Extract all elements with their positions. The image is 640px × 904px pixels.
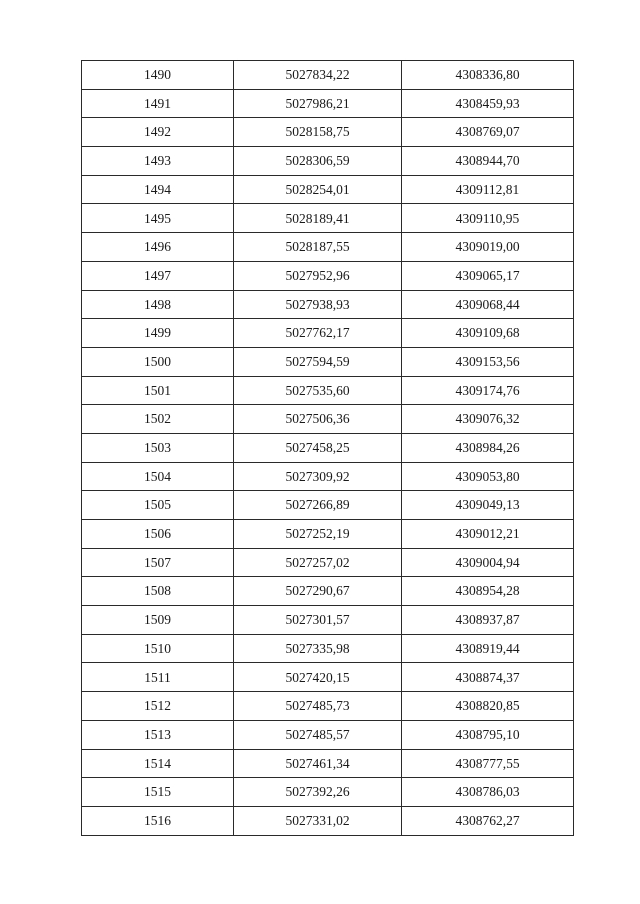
y-coordinate-cell: 4309053,80	[402, 462, 574, 491]
point-number-cell: 1501	[82, 376, 234, 405]
x-coordinate-cell: 5027506,36	[234, 405, 402, 434]
y-coordinate-cell: 4309065,17	[402, 261, 574, 290]
point-number-cell: 1498	[82, 290, 234, 319]
point-number-cell: 1504	[82, 462, 234, 491]
point-number-cell: 1506	[82, 520, 234, 549]
x-coordinate-cell: 5027535,60	[234, 376, 402, 405]
y-coordinate-cell: 4308459,93	[402, 89, 574, 118]
coordinates-table	[81, 60, 574, 836]
x-coordinate-cell: 5027938,93	[234, 290, 402, 319]
y-coordinate-cell: 4309174,76	[402, 376, 574, 405]
table-row	[82, 749, 574, 778]
x-coordinate-cell: 5028187,55	[234, 233, 402, 262]
y-coordinate-cell: 4308786,03	[402, 778, 574, 807]
y-coordinate-cell: 4308336,80	[402, 61, 574, 90]
table-row	[82, 147, 574, 176]
point-number-cell: 1496	[82, 233, 234, 262]
y-coordinate-cell: 4308769,07	[402, 118, 574, 147]
x-coordinate-cell: 5028189,41	[234, 204, 402, 233]
y-coordinate-cell: 4308944,70	[402, 147, 574, 176]
table-row	[82, 634, 574, 663]
x-coordinate-cell: 5027485,57	[234, 720, 402, 749]
table-row	[82, 491, 574, 520]
y-coordinate-cell: 4308937,87	[402, 606, 574, 635]
point-number-cell: 1491	[82, 89, 234, 118]
x-coordinate-cell: 5027461,34	[234, 749, 402, 778]
x-coordinate-cell: 5027301,57	[234, 606, 402, 635]
x-coordinate-cell: 5028158,75	[234, 118, 402, 147]
table-row	[82, 720, 574, 749]
x-coordinate-cell: 5027392,26	[234, 778, 402, 807]
y-coordinate-cell: 4308762,27	[402, 806, 574, 835]
table-row	[82, 778, 574, 807]
point-number-cell: 1495	[82, 204, 234, 233]
point-number-cell: 1513	[82, 720, 234, 749]
table-row	[82, 204, 574, 233]
table-row	[82, 577, 574, 606]
x-coordinate-cell: 5027458,25	[234, 433, 402, 462]
y-coordinate-cell: 4309049,13	[402, 491, 574, 520]
table-row	[82, 61, 574, 90]
point-number-cell: 1497	[82, 261, 234, 290]
y-coordinate-cell: 4309004,94	[402, 548, 574, 577]
y-coordinate-cell: 4308795,10	[402, 720, 574, 749]
table-row	[82, 118, 574, 147]
y-coordinate-cell: 4309153,56	[402, 347, 574, 376]
point-number-cell: 1490	[82, 61, 234, 90]
point-number-cell: 1507	[82, 548, 234, 577]
x-coordinate-cell: 5027257,02	[234, 548, 402, 577]
x-coordinate-cell: 5027331,02	[234, 806, 402, 835]
y-coordinate-cell: 4309110,95	[402, 204, 574, 233]
table-row	[82, 806, 574, 835]
point-number-cell: 1493	[82, 147, 234, 176]
point-number-cell: 1511	[82, 663, 234, 692]
y-coordinate-cell: 4309109,68	[402, 319, 574, 348]
y-coordinate-cell: 4309076,32	[402, 405, 574, 434]
table-row	[82, 462, 574, 491]
x-coordinate-cell: 5027309,92	[234, 462, 402, 491]
table-row	[82, 606, 574, 635]
y-coordinate-cell: 4308820,85	[402, 692, 574, 721]
table-row	[82, 290, 574, 319]
point-number-cell: 1505	[82, 491, 234, 520]
x-coordinate-cell: 5027252,19	[234, 520, 402, 549]
x-coordinate-cell: 5027986,21	[234, 89, 402, 118]
x-coordinate-cell: 5027952,96	[234, 261, 402, 290]
table-row	[82, 233, 574, 262]
table-row	[82, 376, 574, 405]
table-row	[82, 405, 574, 434]
x-coordinate-cell: 5028306,59	[234, 147, 402, 176]
x-coordinate-cell: 5028254,01	[234, 175, 402, 204]
y-coordinate-cell: 4308954,28	[402, 577, 574, 606]
y-coordinate-cell: 4309019,00	[402, 233, 574, 262]
point-number-cell: 1502	[82, 405, 234, 434]
x-coordinate-cell: 5027834,22	[234, 61, 402, 90]
point-number-cell: 1512	[82, 692, 234, 721]
y-coordinate-cell: 4309012,21	[402, 520, 574, 549]
x-coordinate-cell: 5027290,67	[234, 577, 402, 606]
y-coordinate-cell: 4309112,81	[402, 175, 574, 204]
table-row	[82, 89, 574, 118]
y-coordinate-cell: 4309068,44	[402, 290, 574, 319]
y-coordinate-cell: 4308777,55	[402, 749, 574, 778]
point-number-cell: 1503	[82, 433, 234, 462]
point-number-cell: 1509	[82, 606, 234, 635]
point-number-cell: 1500	[82, 347, 234, 376]
y-coordinate-cell: 4308874,37	[402, 663, 574, 692]
y-coordinate-cell: 4308984,26	[402, 433, 574, 462]
y-coordinate-cell: 4308919,44	[402, 634, 574, 663]
point-number-cell: 1510	[82, 634, 234, 663]
point-number-cell: 1508	[82, 577, 234, 606]
table-row	[82, 692, 574, 721]
table-row	[82, 175, 574, 204]
x-coordinate-cell: 5027762,17	[234, 319, 402, 348]
table-row	[82, 347, 574, 376]
table-row	[82, 520, 574, 549]
x-coordinate-cell: 5027420,15	[234, 663, 402, 692]
x-coordinate-cell: 5027266,89	[234, 491, 402, 520]
point-number-cell: 1494	[82, 175, 234, 204]
table-row	[82, 319, 574, 348]
point-number-cell: 1514	[82, 749, 234, 778]
point-number-cell: 1515	[82, 778, 234, 807]
coordinates-table-body	[82, 61, 574, 836]
x-coordinate-cell: 5027485,73	[234, 692, 402, 721]
x-coordinate-cell: 5027594,59	[234, 347, 402, 376]
point-number-cell: 1516	[82, 806, 234, 835]
point-number-cell: 1492	[82, 118, 234, 147]
x-coordinate-cell: 5027335,98	[234, 634, 402, 663]
table-row	[82, 548, 574, 577]
table-row	[82, 663, 574, 692]
table-row	[82, 261, 574, 290]
table-row	[82, 433, 574, 462]
point-number-cell: 1499	[82, 319, 234, 348]
